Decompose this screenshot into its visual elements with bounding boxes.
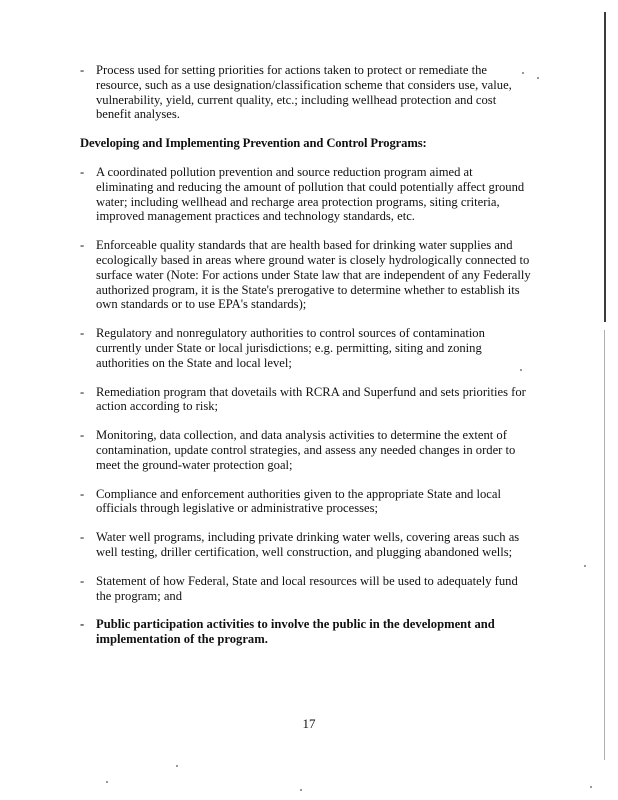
- list-item-text: Water well programs, including private drinking water wells, covering areas such as well testing, driller certification, well construction, and plugging abandoned wells;: [96, 530, 520, 559]
- list-item: [80, 487, 532, 517]
- list-item: [80, 326, 532, 370]
- list-item-text: A coordinated pollution prevention and source reduction program aimed at eliminating and reducing the amount of pollution that could potentially affect ground water; including wellhead and recharge area protection programs, siting criteria, improved management practices and technology standards, etc.: [96, 164, 525, 224]
- list-item: [80, 530, 532, 560]
- list-item: [80, 574, 532, 604]
- list-item-text: Monitoring, data collection, and data analysis activities to determine the extent of contamination, update control strategies, and assess any needed changes in order to meet the ground-water protection goal;: [96, 428, 516, 472]
- list-item: [80, 165, 532, 224]
- list-item-text: Remediation program that dovetails with RCRA and Superfund and sets priorities for action according to risk;: [96, 384, 526, 414]
- scan-speck: [537, 77, 539, 79]
- list-item: [80, 617, 532, 647]
- list-item-text: Regulatory and nonregulatory authorities to control sources of contamination currently under State or local jurisdictions; e.g. permitting, siting and zoning authorities on the State and local level;: [96, 326, 485, 370]
- list-item: [80, 238, 532, 312]
- scan-speck: [584, 565, 586, 567]
- scan-speck: [300, 789, 302, 791]
- list-item-text: Statement of how Federal, State and local resources will be used to adequately fund the program; and: [96, 573, 518, 603]
- scan-speck: [106, 781, 108, 783]
- document-body: [80, 63, 532, 661]
- page-number: 17: [302, 716, 316, 731]
- list-item-text: Process used for setting priorities for actions taken to protect or remediate the resource, such as a use designation/classification scheme that considers use, value, vulnerability, yield, current quality, etc.; including wellhead protection and cost benefit analyses.: [96, 63, 512, 122]
- scan-speck: [590, 786, 592, 788]
- list-item: [80, 385, 532, 415]
- scan-edge-line-faint: [604, 330, 605, 760]
- list-item-text: Enforceable quality standards that are health based for drinking water supplies and ecologically based in areas where ground water is closely hydrologically connected to surface water (Note: For actions under State law that are independent of any Federally authorized program, it is the State's prerogative to determine whether to establish its own standards or to use EPA's standards);: [96, 238, 531, 312]
- list-item: [80, 428, 532, 472]
- list-item-priority-process: [80, 63, 532, 122]
- section-heading: Developing and Implementing Prevention and Control Programs:: [80, 136, 427, 151]
- scan-edge-line: [604, 12, 606, 322]
- list-item-text: Public participation activities to involve the public in the development and implementation of the program.: [96, 617, 495, 647]
- list-item-text: Compliance and enforcement authorities given to the appropriate State and local officials through legislative or administrative processes;: [96, 486, 501, 516]
- scan-speck: [176, 765, 178, 767]
